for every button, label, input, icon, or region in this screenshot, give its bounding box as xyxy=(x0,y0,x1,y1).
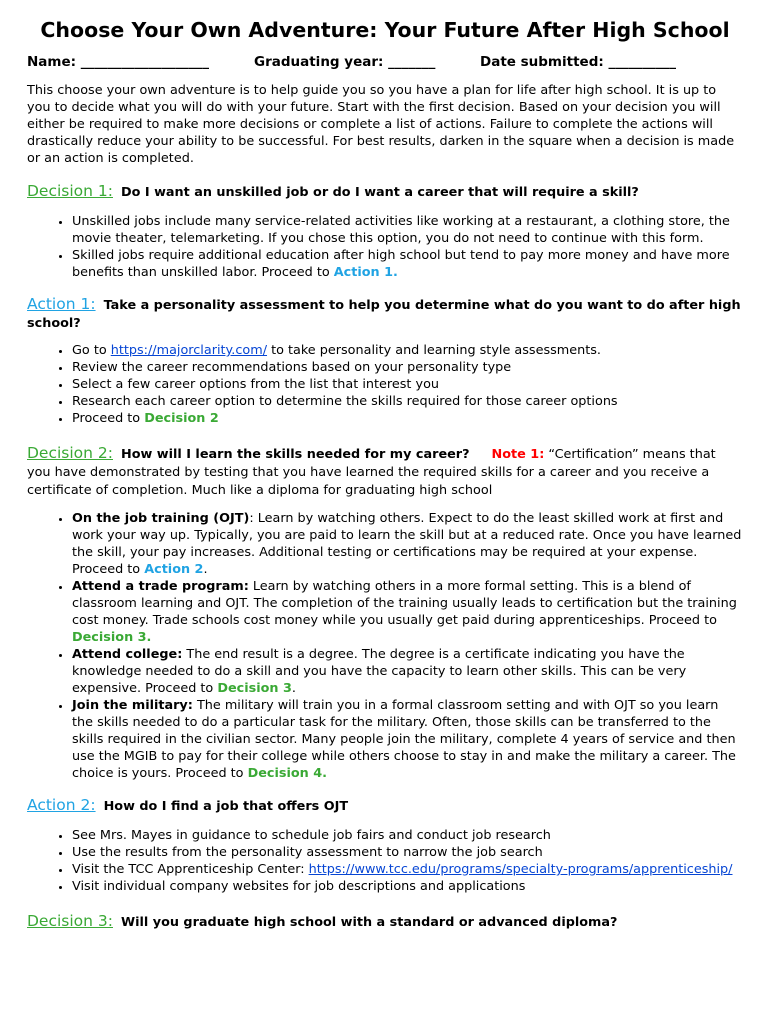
decision-3-question: Will you graduate high school with a standard or advanced diploma? xyxy=(121,915,618,930)
action-2-label: Action 2: xyxy=(27,796,96,814)
action-2-list xyxy=(27,827,743,895)
decision-2-question: How will I learn the skills needed for my career? xyxy=(121,447,470,462)
list-item: • Attend college: The end result is a degree. The degree is a certificate indicating you have the knowledge needed to do a skill and you have the capacity to learn other skills. This can be very expensive. Proceed to Decision 3. xyxy=(72,646,743,697)
page-title: Choose Your Own Adventure: Your Future After High School xyxy=(40,18,730,42)
list-item: • Review the career recommendations based on your personality type xyxy=(72,359,743,376)
action-2-question: How do I find a job that offers OJT xyxy=(103,799,349,814)
decision-1-list xyxy=(27,213,743,281)
tcc-apprenticeship-link[interactable]: https://www.tcc.edu/programs/specialty-programs/apprenticeship/ xyxy=(308,862,733,877)
list-item: • Join the military: The military will train you in a formal classroom setting and with OJT so you learn the skills needed to do a particular task for the military. Often, those skills can be transferred to the skills required in the civilian sector. Many people join the military, complete 4 years of service and then use the MGIB to pay for their college while others choose to stay in and make the military a career. The choice is yours. Proceed to Decision 4. xyxy=(72,697,743,782)
graduating-year-field[interactable]: Graduating year: _______ xyxy=(254,54,436,70)
list-item: • Research each career option to determine the skills required for those career options xyxy=(72,393,743,410)
list-item: • Visit individual company websites for job descriptions and applications xyxy=(72,878,743,895)
majorclarity-link[interactable]: https://majorclarity.com/ xyxy=(110,343,268,358)
list-item: • See Mrs. Mayes in guidance to schedule job fairs and conduct job research xyxy=(72,827,743,844)
list-item: • Unskilled jobs include many service-related activities like working at a restaurant, a clothing store, the movie theater, telemarketing. If you chose this option, you do not need to continue with this form. xyxy=(72,213,743,247)
decision-1-heading xyxy=(27,182,743,202)
action-1-label: Action 1: xyxy=(27,295,96,313)
list-item: • On the job training (OJT): Learn by watching others. Expect to do the least skilled work at first and work your way up. Typically, you are paid to learn the skill but at a reduced rate. Once you have learned the skill, your pay increases. Additional testing or certifications may be required at your expense. Proceed to Action 2. xyxy=(72,510,743,578)
name-field[interactable]: Name: ___________________ xyxy=(27,54,209,70)
action-2-heading xyxy=(27,796,743,816)
action-1-question: Take a personality assessment to help you determine what do you want to do after high school? xyxy=(27,298,741,331)
header-fields xyxy=(27,54,743,74)
decision-3-label: Decision 3: xyxy=(27,912,113,930)
proceed-decision-3-link[interactable]: Decision 3 xyxy=(217,681,292,696)
proceed-decision-4-link[interactable]: Decision 4. xyxy=(247,766,327,781)
proceed-decision-3-link[interactable]: Decision 3. xyxy=(72,630,152,645)
decision-2-heading xyxy=(27,444,743,500)
action-1-list xyxy=(27,342,743,427)
list-item: • Attend a trade program: Learn by watching others in a more formal setting. This is a blend of classroom learning and OJT. The completion of the training usually leads to certification but the training cost money. Trade schools cost money while you usually get paid during apprenticeships. Proceed to Decision 3. xyxy=(72,578,743,646)
action-1-heading xyxy=(27,295,743,333)
decision-3-heading xyxy=(27,912,743,932)
decision-1-question: Do I want an unskilled job or do I want a career that will require a skill? xyxy=(121,185,639,200)
proceed-decision-2-link[interactable]: Decision 2 xyxy=(144,411,219,426)
proceed-action-2-link[interactable]: Action 2 xyxy=(144,562,204,577)
list-item: • Visit the TCC Apprenticeship Center: https://www.tcc.edu/programs/specialty-programs/apprenticeship/ xyxy=(72,861,743,878)
proceed-action-1-link[interactable]: Action 1. xyxy=(333,265,398,280)
note-1-text: “Certification” means that you have demonstrated by testing that you have learned the required skills for a career and you receive a certificate of completion. Much like a diploma for graduating high school xyxy=(27,447,716,498)
list-item: • Go to https://majorclarity.com/ to take personality and learning style assessments. xyxy=(72,342,743,359)
date-submitted-field[interactable]: Date submitted: __________ xyxy=(480,54,676,70)
decision-2-list xyxy=(27,510,743,782)
list-item: • Proceed to Decision 2 xyxy=(72,410,743,427)
list-item: • Select a few career options from the list that interest you xyxy=(72,376,743,393)
intro-paragraph: This choose your own adventure is to help guide you so you have a plan for life after high school. It is up to you to decide what you will do with your future. Start with the first decision. Based on your decision you will either be required to make more decisions or complete a list of actions. Failure to complete the actions will drastically reduce your ability to be successful. For best results, darken in the square when a decision is made or an action is completed. xyxy=(27,83,735,166)
list-item: • Use the results from the personality assessment to narrow the job search xyxy=(72,844,743,861)
note-1-label: Note 1: xyxy=(491,447,545,462)
decision-2-label: Decision 2: xyxy=(27,444,113,462)
list-item: • Skilled jobs require additional education after high school but tend to pay more money and have more benefits than unskilled labor. Proceed to Action 1. xyxy=(72,247,743,281)
decision-1-label: Decision 1: xyxy=(27,182,113,200)
